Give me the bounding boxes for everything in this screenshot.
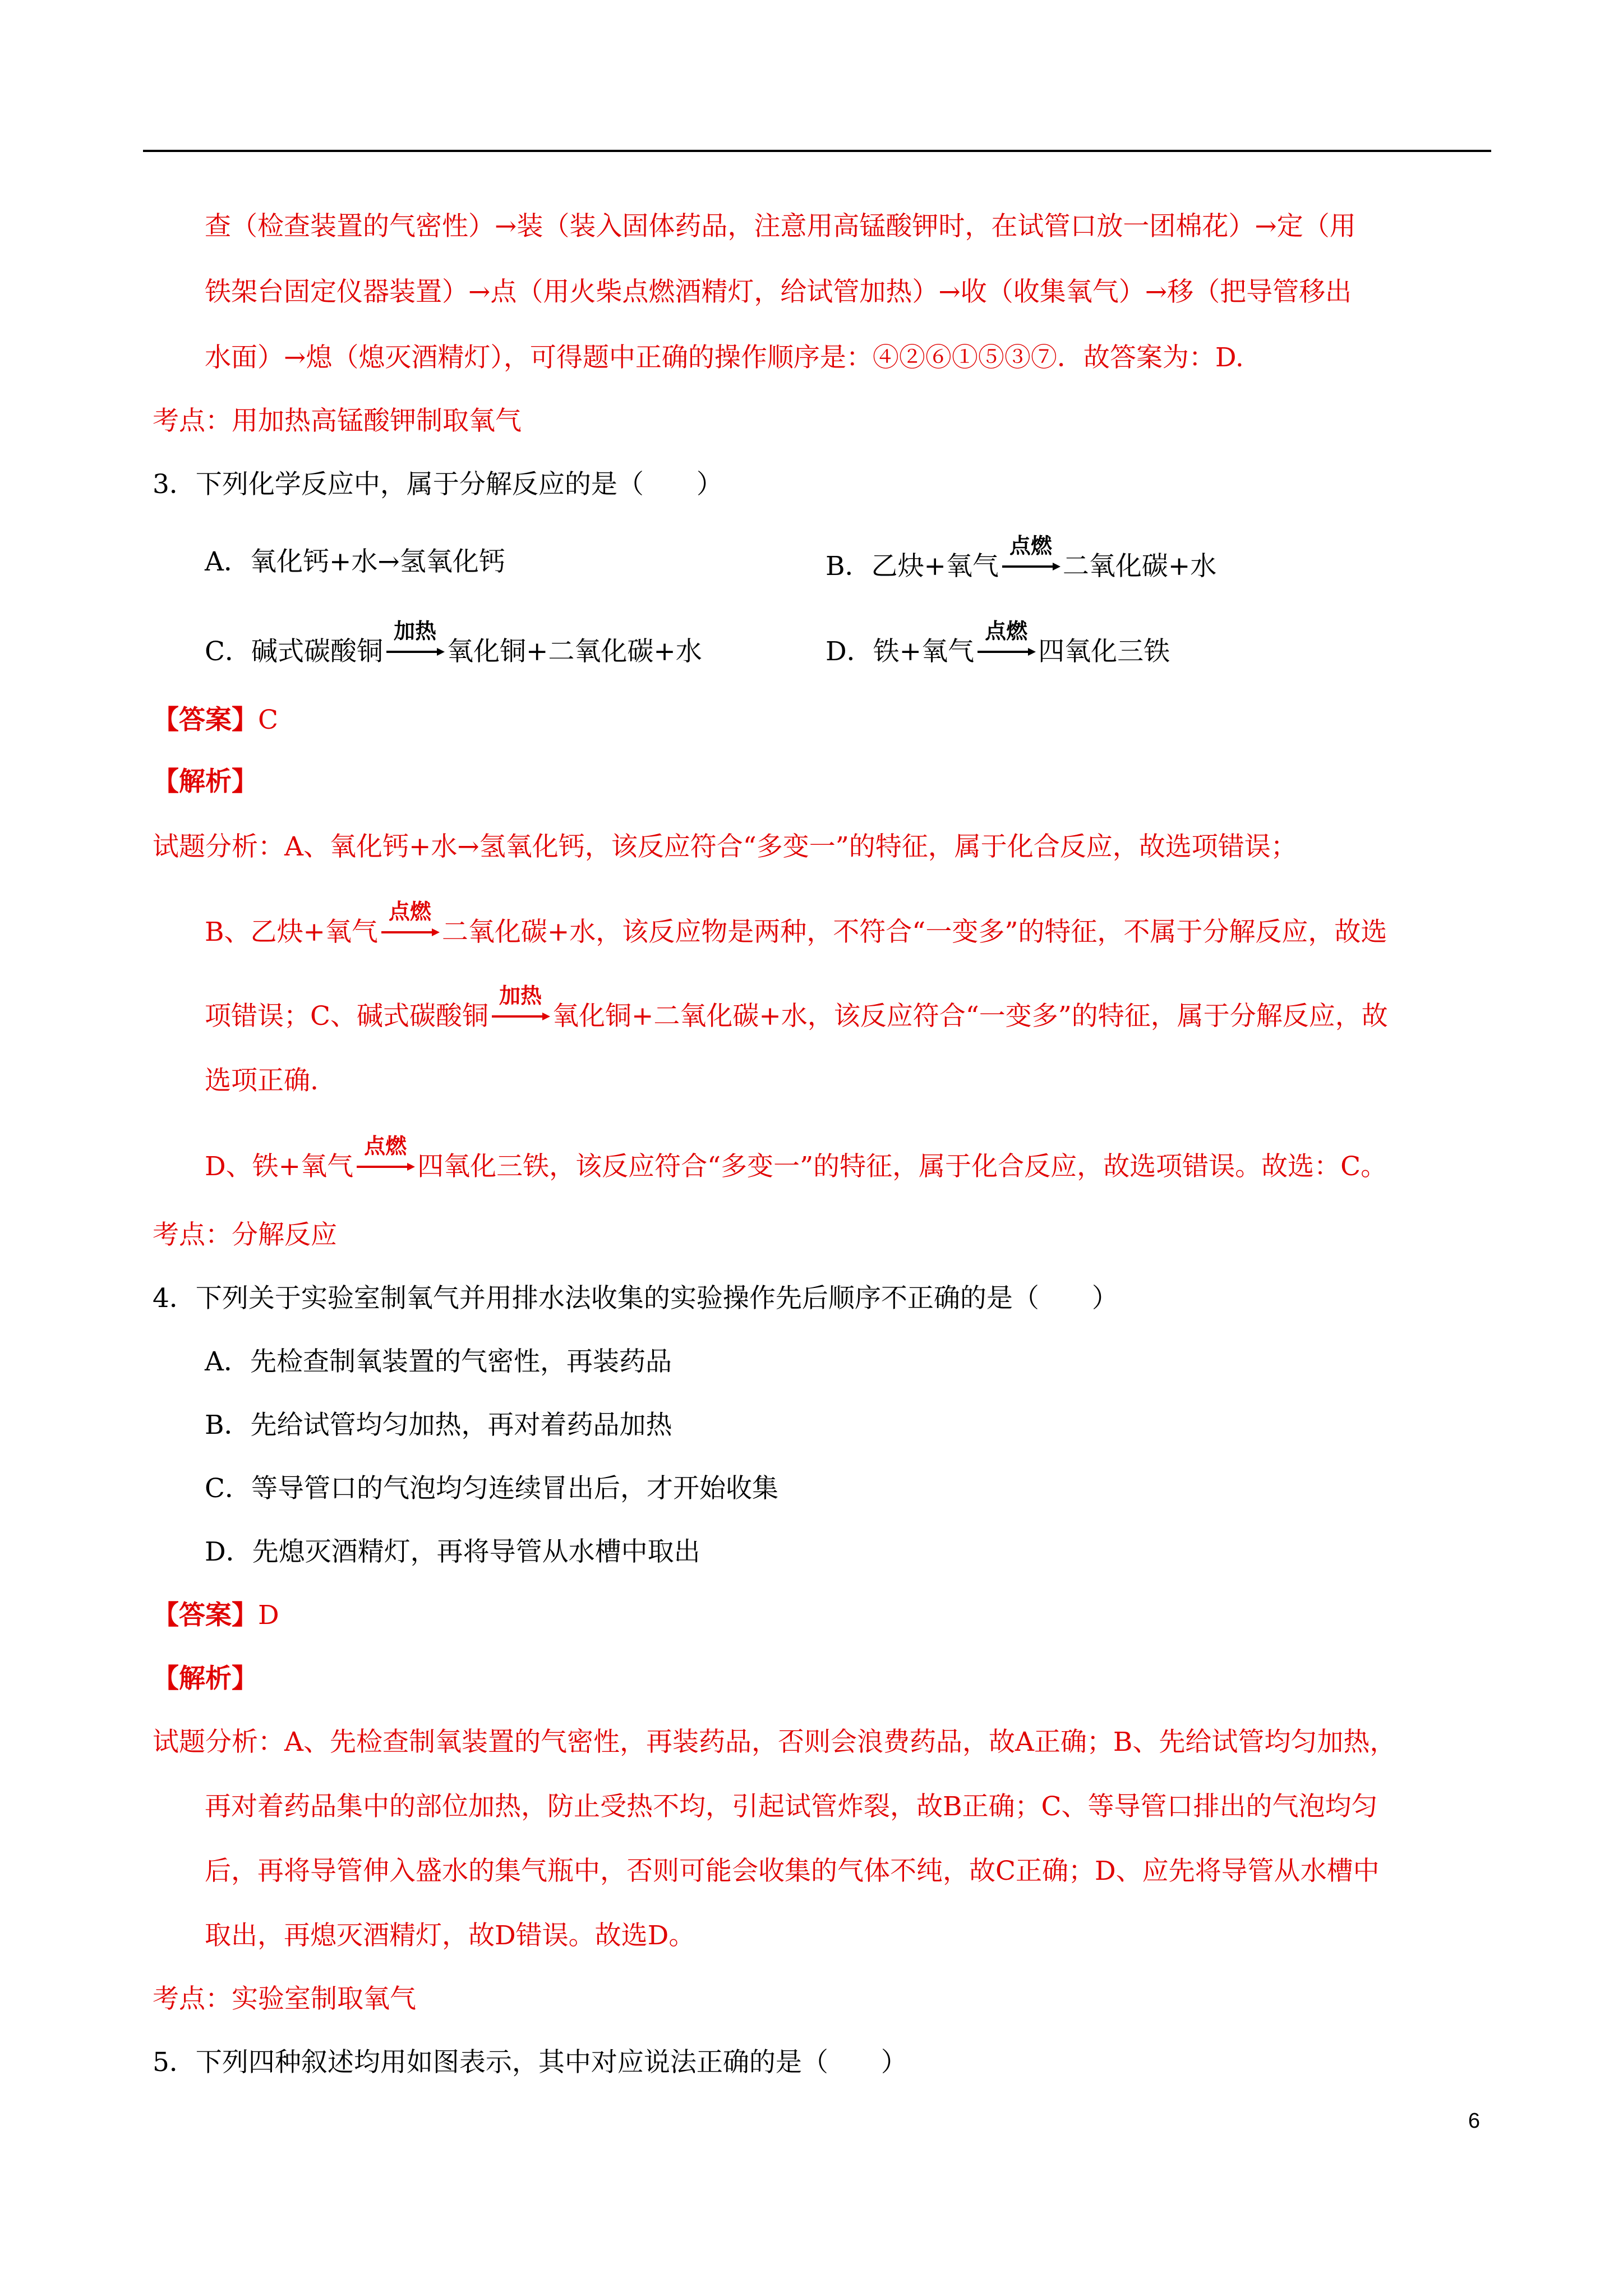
q4-kaodian: 考点：实验室制取氧气: [153, 1984, 416, 2014]
q4-stem: 4．下列关于实验室制氧气并用排水法收集的实验操作先后顺序不正确的是（ ）: [153, 1283, 1118, 1314]
q4-analysis-heading: 【解析】: [153, 1663, 258, 1694]
q3-analysis-line-4: 选项正确.: [205, 1065, 319, 1096]
q5-stem: 5．下列四种叙述均用如图表示，其中对应说法正确的是（ ）: [153, 2047, 907, 2078]
prev-solution-line-1: 查（检查装置的气密性）→装（装入固体药品，注意用高锰酸钾时，在试管口放一团棉花）→定（用: [205, 211, 1356, 242]
prev-solution-line-2: 铁架台固定仪器装置）→点（用火柴点燃酒精灯，给试管加热）→收（收集氧气）→移（把导管移出: [205, 277, 1352, 307]
reaction-arrow-icon: 加热: [491, 999, 550, 1025]
q3-analysis-line-2: B、乙炔+氧气 点燃 二氧化碳+水，该反应物是两种，不符合“一变多”的特征，不属于分解反应，故选: [205, 899, 1387, 947]
reaction-arrow-icon: 点燃: [380, 914, 440, 941]
q3-analysis-line-1: 试题分析：A、氧化钙+水→氢氧化钙，该反应符合“多变一”的特征，属于化合反应，故选项错误；: [153, 831, 1297, 862]
q4-analysis-line-2: 再对着药品集中的部位加热，防止受热不均，引起试管炸裂，故B正确；C、等导管口排出的气泡均匀: [205, 1791, 1378, 1822]
page-number: 6: [1468, 2109, 1480, 2133]
reaction-arrow-icon: 点燃: [356, 1149, 415, 1175]
q4-analysis-line-4: 取出，再熄灭酒精灯，故D错误。故选D。: [205, 1920, 695, 1951]
q4-option-c: C．等导管口的气泡均匀连续冒出后，才开始收集: [205, 1473, 778, 1504]
q3-option-b: B．乙炔+氧气 点燃 二氧化碳+水: [826, 533, 1217, 582]
q4-option-b: B．先给试管均匀加热，再对着药品加热: [205, 1410, 672, 1441]
q3-option-c: C．碱式碳酸铜 加热 氧化铜+二氧化碳+水: [205, 619, 702, 667]
q4-option-d: D．先熄灭酒精灯，再将导管从水槽中取出: [205, 1536, 700, 1567]
header-rule: [143, 150, 1491, 152]
reaction-arrow-icon: 点燃: [976, 634, 1036, 660]
prev-kaodian: 考点：用加热高锰酸钾制取氧气: [153, 406, 522, 436]
q4-option-a: A．先检查制氧装置的气密性，再装药品: [205, 1346, 672, 1377]
q4-analysis-line-3: 后，再将导管伸入盛水的集气瓶中，否则可能会收集的气体不纯，故C正确；D、应先将导管从水槽中: [205, 1856, 1380, 1887]
q3-option-a: A．氧化钙+水→氢氧化钙: [205, 546, 505, 577]
q3-analysis-line-3: 项错误；C、碱式碳酸铜 加热 氧化铜+二氧化碳+水，该反应符合“一变多”的特征，属于分解反应，故: [205, 983, 1388, 1032]
q3-stem: 3．下列化学反应中，属于分解反应的是（ ）: [153, 469, 723, 500]
q3-option-d: D．铁+氧气 点燃 四氧化三铁: [826, 619, 1170, 667]
reaction-arrow-icon: 加热: [385, 634, 445, 660]
prev-solution-line-3: 水面）→熄（熄灭酒精灯），可得题中正确的操作顺序是：④②⑥①⑤③⑦．故答案为：D.: [205, 342, 1244, 373]
q3-kaodian: 考点：分解反应: [153, 1220, 337, 1250]
reaction-arrow-icon: 点燃: [1001, 549, 1061, 575]
q4-answer: 【答案】D: [153, 1600, 279, 1631]
q3-answer: 【答案】C: [153, 705, 278, 735]
q4-analysis-line-1: 试题分析：A、先检查制氧装置的气密性，再装药品，否则会浪费药品，故A正确；B、先给试管均匀加热，: [153, 1727, 1396, 1757]
q3-analysis-line-5: D、铁+氧气 点燃 四氧化三铁，该反应符合“多变一”的特征，属于化合反应，故选项错误。故选：C。: [205, 1134, 1387, 1182]
q3-analysis-heading: 【解析】: [153, 766, 258, 797]
